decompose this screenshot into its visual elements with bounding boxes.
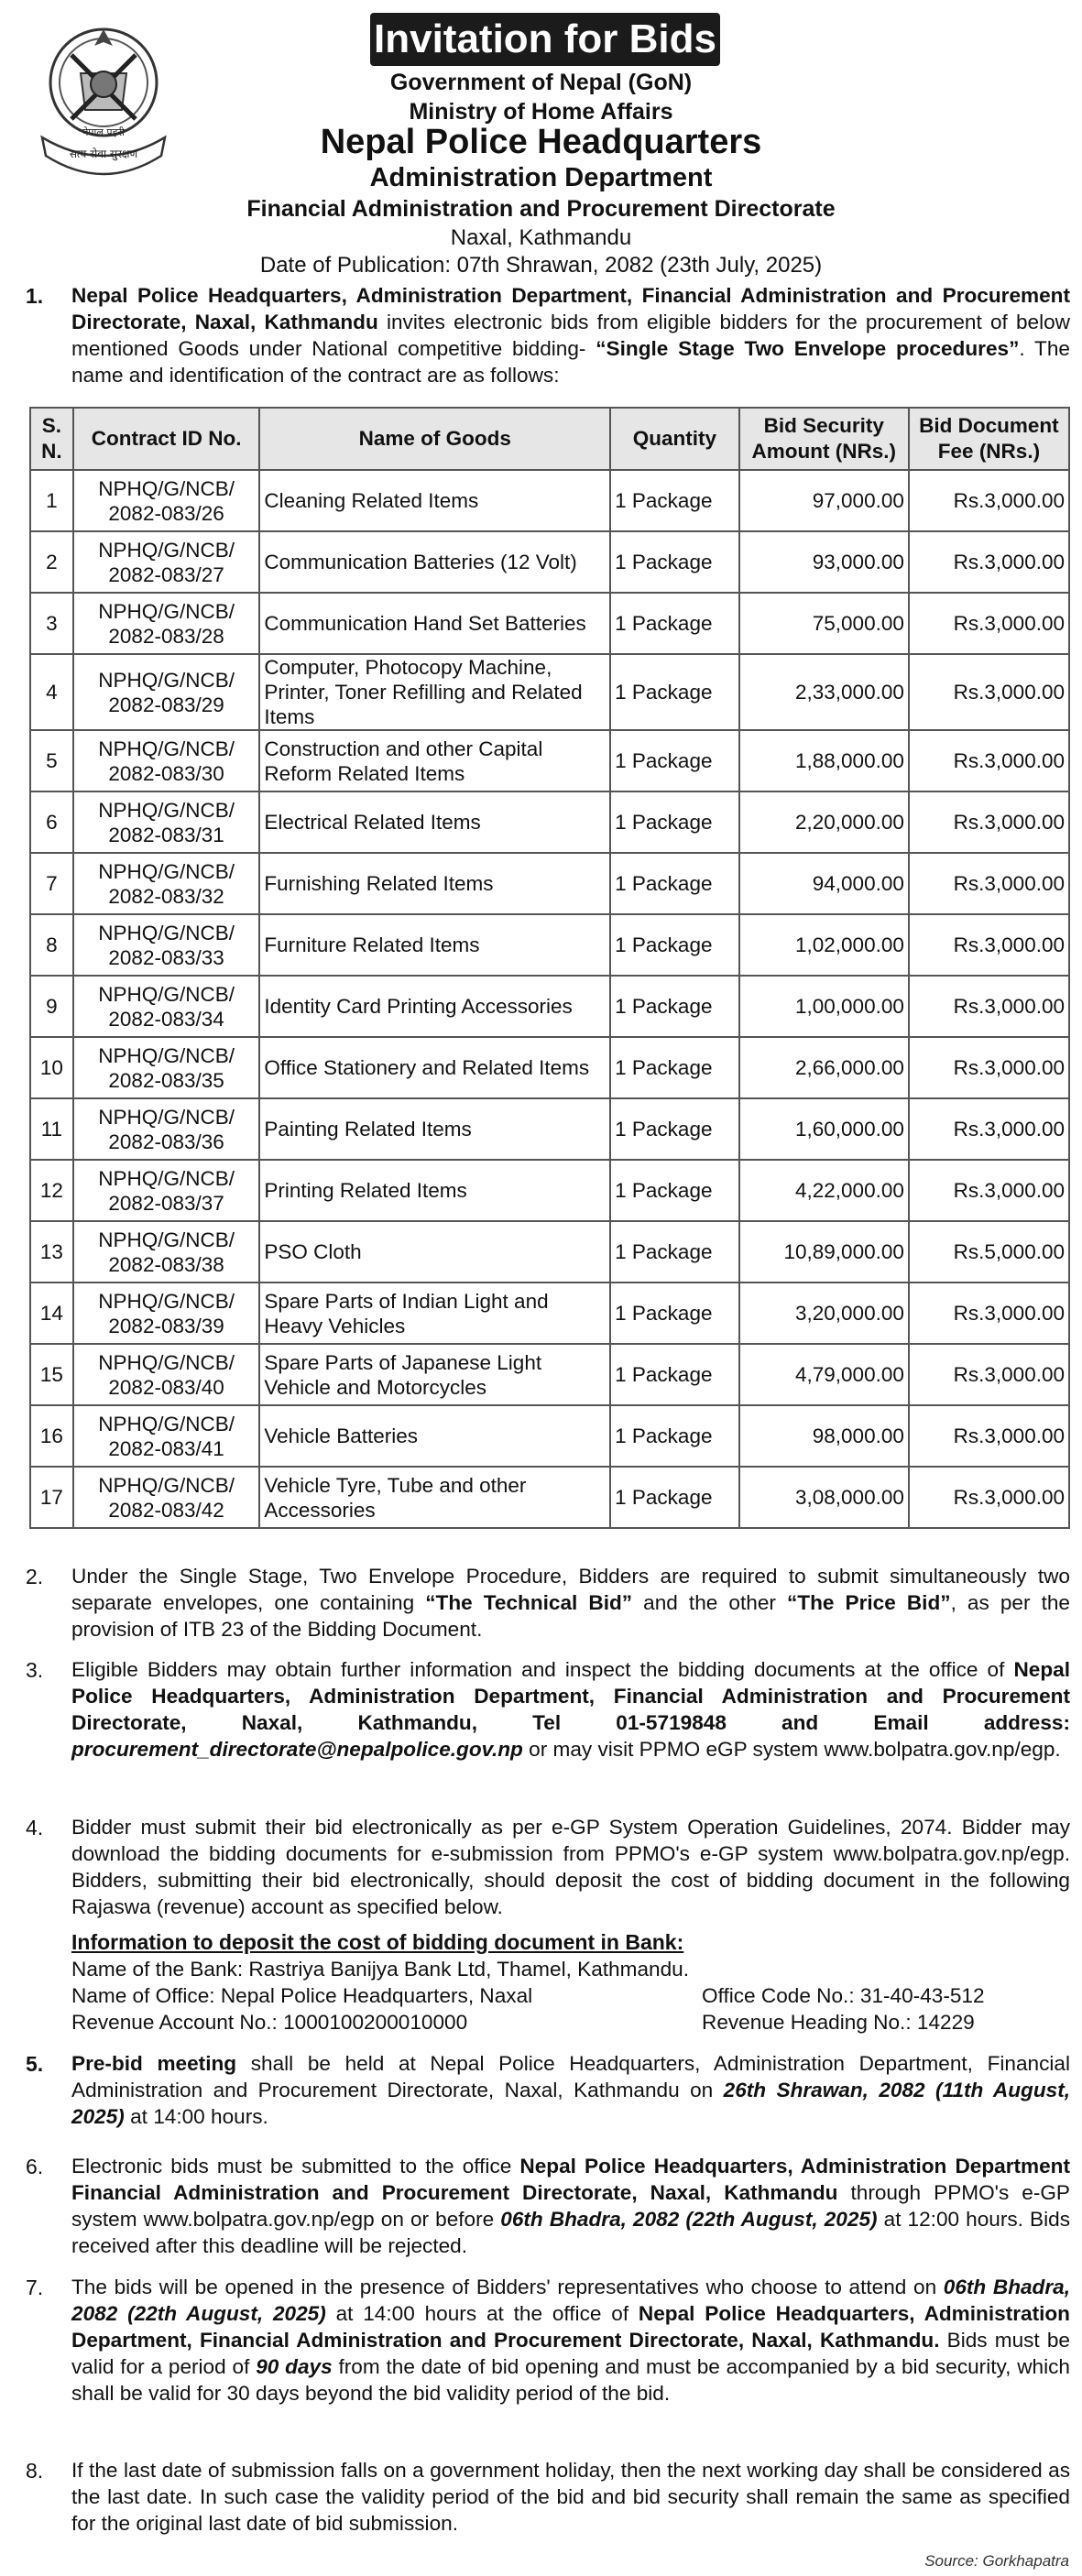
cell-quantity: 1 Package — [610, 654, 738, 730]
para7-text-d: from the date of bid opening and must be accompanied by a bid security, which shall be valid for 30 days beyond the bid validity period of the bid. — [71, 2355, 1070, 2405]
cell-goods-name: Furnishing Related Items — [259, 853, 610, 914]
para3-number: 3. — [26, 1658, 44, 1682]
para7-number: 7. — [26, 2276, 44, 2299]
table-row — [30, 470, 1069, 531]
cell-doc-fee: Rs.3,000.00 — [909, 730, 1069, 791]
bank-office-code: Office Code No.: 31-40-43-512 — [702, 1984, 985, 2007]
cell-doc-fee: Rs.3,000.00 — [909, 1344, 1069, 1405]
cell-bid-security: 1,88,000.00 — [739, 730, 909, 791]
cell-contract-id: NPHQ/G/NCB/ 2082-083/28 — [73, 593, 260, 654]
cell-bid-security: 2,20,000.00 — [739, 791, 909, 853]
para2-technical-bid: “The Technical Bid” — [425, 1591, 633, 1614]
table-row — [30, 976, 1069, 1037]
cell-sn: 3 — [30, 593, 73, 654]
cell-quantity: 1 Package — [610, 470, 738, 531]
para3-text-a: Eligible Bidders may obtain further information and inspect the bidding documents at the office of — [71, 1658, 1014, 1681]
table-row — [30, 853, 1069, 914]
cell-bid-security: 4,79,000.00 — [739, 1344, 909, 1405]
cell-goods-name: Spare Parts of Indian Light and Heavy Vehicles — [259, 1283, 610, 1344]
col-bid-security: Bid Security Amount (NRs.) — [739, 408, 909, 470]
col-doc-fee: Bid Document Fee (NRs.) — [909, 408, 1069, 470]
para2-price-bid: “The Price Bid” — [786, 1591, 951, 1614]
cell-bid-security: 75,000.00 — [739, 593, 909, 654]
cell-bid-security: 98,000.00 — [739, 1405, 909, 1467]
cell-sn: 7 — [30, 853, 73, 914]
cell-doc-fee: Rs.3,000.00 — [909, 791, 1069, 853]
cell-quantity: 1 Package — [610, 593, 738, 654]
header-ministry: Ministry of Home Affairs — [409, 99, 673, 125]
para1-number: 1. — [26, 284, 44, 308]
table-row — [30, 791, 1069, 853]
para2-text-b: and the other — [632, 1591, 787, 1614]
cell-quantity: 1 Package — [610, 730, 738, 791]
cell-sn: 6 — [30, 791, 73, 853]
cell-goods-name: Furniture Related Items — [259, 914, 610, 976]
para7-text-b: at 14:00 hours at the office of — [325, 2302, 639, 2325]
table-header-row — [30, 408, 1069, 470]
table-row — [30, 1405, 1069, 1467]
cell-bid-security: 4,22,000.00 — [739, 1160, 909, 1221]
cell-doc-fee: Rs.3,000.00 — [909, 654, 1069, 730]
para1-text-a: invites electronic bids from eligible bidders for the procurement of below mentioned Goods under National competitive bidding- — [71, 311, 1070, 360]
cell-goods-name: Computer, Photocopy Machine, Printer, Toner Refilling and Related Items — [259, 654, 610, 730]
table-row — [30, 730, 1069, 791]
table-row — [30, 1221, 1069, 1283]
bank-account-no: Revenue Account No.: 1000100200010000 — [71, 2011, 468, 2034]
cell-sn: 14 — [30, 1283, 73, 1344]
cell-quantity: 1 Package — [610, 1283, 738, 1344]
cell-quantity: 1 Package — [610, 976, 738, 1037]
cell-quantity: 1 Package — [610, 1344, 738, 1405]
cell-contract-id: NPHQ/G/NCB/ 2082-083/41 — [73, 1405, 260, 1467]
table-row — [30, 1037, 1069, 1098]
cell-bid-security: 3,20,000.00 — [739, 1283, 909, 1344]
cell-contract-id: NPHQ/G/NCB/ 2082-083/34 — [73, 976, 260, 1037]
cell-contract-id: NPHQ/G/NCB/ 2082-083/35 — [73, 1037, 260, 1098]
cell-doc-fee: Rs.3,000.00 — [909, 531, 1069, 593]
cell-contract-id: NPHQ/G/NCB/ 2082-083/30 — [73, 730, 260, 791]
cell-bid-security: 3,08,000.00 — [739, 1467, 909, 1528]
cell-doc-fee: Rs.3,000.00 — [909, 976, 1069, 1037]
bank-heading-no: Revenue Heading No.: 14229 — [702, 2011, 975, 2034]
cell-goods-name: Printing Related Items — [259, 1160, 610, 1221]
cell-doc-fee: Rs.3,000.00 — [909, 1283, 1069, 1344]
para6-text-c: at 12:00 hours. Bids received after this deadline will be rejected. — [71, 2208, 1070, 2257]
table-row — [30, 1098, 1069, 1160]
cell-bid-security: 97,000.00 — [739, 470, 909, 531]
cell-bid-security: 1,60,000.00 — [739, 1098, 909, 1160]
cell-quantity: 1 Package — [610, 1467, 738, 1528]
cell-contract-id: NPHQ/G/NCB/ 2082-083/36 — [73, 1098, 260, 1160]
cell-sn: 11 — [30, 1098, 73, 1160]
cell-quantity: 1 Package — [610, 1098, 738, 1160]
header-address: Naxal, Kathmandu — [450, 225, 632, 250]
para5-number: 5. — [26, 2052, 44, 2076]
cell-sn: 17 — [30, 1467, 73, 1528]
para5 — [71, 2050, 1070, 2130]
table-row — [30, 1160, 1069, 1221]
cell-quantity: 1 Package — [610, 1160, 738, 1221]
cell-goods-name: Vehicle Batteries — [259, 1405, 610, 1467]
cell-sn: 4 — [30, 654, 73, 730]
cell-doc-fee: Rs.5,000.00 — [909, 1221, 1069, 1283]
table-row — [30, 1467, 1069, 1528]
cell-sn: 5 — [30, 730, 73, 791]
cell-goods-name: Identity Card Printing Accessories — [259, 976, 610, 1037]
cell-goods-name: Vehicle Tyre, Tube and other Accessories — [259, 1467, 610, 1528]
cell-bid-security: 1,02,000.00 — [739, 914, 909, 976]
para4-number: 4. — [26, 1816, 44, 1839]
cell-contract-id: NPHQ/G/NCB/ 2082-083/42 — [73, 1467, 260, 1528]
para6 — [71, 2153, 1070, 2259]
cell-contract-id: NPHQ/G/NCB/ 2082-083/40 — [73, 1344, 260, 1405]
cell-sn: 12 — [30, 1160, 73, 1221]
cell-goods-name: Painting Related Items — [259, 1098, 610, 1160]
para5-date: 26th Shrawan, 2082 (11th August, 2025) — [71, 2079, 1071, 2128]
cell-goods-name: PSO Cloth — [259, 1221, 610, 1283]
para5-text-b: at 14:00 hours. — [124, 2105, 268, 2128]
col-goods: Name of Goods — [259, 408, 610, 470]
cell-goods-name: Electrical Related Items — [259, 791, 610, 853]
col-sn: S. N. — [30, 408, 73, 470]
bank-info-title: Information to deposit the cost of bidding document in Bank: — [71, 1930, 684, 1954]
para7-text-c: Bids must be valid for a period of — [71, 2329, 1070, 2378]
cell-quantity: 1 Package — [610, 1405, 738, 1467]
table-row — [30, 531, 1069, 593]
para1-procedure: “Single Stage Two Envelope procedures” — [596, 337, 1020, 360]
para4: Bidder must submit their bid electronically as per e-GP System Operation Guidelines, 2074. Bidder may download the bidding documents for e-submission from PPMO's e-GP system www.bolpatra.gov.np/egp. Bidders, submitting their bid electronically, should deposit the cost of bidding document in the following Rajaswa (revenue) account as specified below. — [71, 1816, 1070, 1918]
cell-sn: 2 — [30, 531, 73, 593]
para2-text-a: Under the Single Stage, Two Envelope Procedure, Bidders are required to submit simultaneously two separate envelopes, one containing — [71, 1565, 1070, 1614]
para7-validity: 90 days — [256, 2355, 333, 2378]
para2-text-c: , as per the provision of ITB 23 of the Bidding Document. — [71, 1591, 1070, 1641]
cell-quantity: 1 Package — [610, 1037, 738, 1098]
bank-name: Name of the Bank: Rastriya Banijya Bank Ltd, Thamel, Kathmandu. — [71, 1958, 689, 1981]
cell-contract-id: NPHQ/G/NCB/ 2082-083/37 — [73, 1160, 260, 1221]
cell-doc-fee: Rs.3,000.00 — [909, 1037, 1069, 1098]
cell-contract-id: NPHQ/G/NCB/ 2082-083/27 — [73, 531, 260, 593]
para7 — [71, 2274, 1070, 2407]
table-row — [30, 1283, 1069, 1344]
table-row — [30, 654, 1069, 730]
cell-bid-security: 94,000.00 — [739, 853, 909, 914]
header-organization: Nepal Police Headquarters — [320, 123, 762, 161]
para2-number: 2. — [26, 1565, 44, 1588]
para5-text-a: shall be held at Nepal Police Headquarters, Administration Department, Financial Administration and Procurement Directorate, Naxal, Kathmandu on — [71, 2052, 1070, 2101]
cell-bid-security: 93,000.00 — [739, 531, 909, 593]
col-quantity: Quantity — [610, 408, 738, 470]
cell-sn: 1 — [30, 470, 73, 531]
table-row — [30, 914, 1069, 976]
header-department: Administration Department — [369, 163, 713, 192]
cell-contract-id: NPHQ/G/NCB/ 2082-083/39 — [73, 1283, 260, 1344]
para1-lead: Nepal Police Headquarters, Administration Department, Financial Administration and Procurement Directorate, Naxal, Kathmandu — [71, 284, 1070, 333]
para3-office: Nepal Police Headquarters, Administration Department, Financial Administration and Procurement Directorate, Naxal, Kathmandu, Tel 01-5719848 and Email address: — [71, 1658, 1070, 1734]
cell-doc-fee: Rs.3,000.00 — [909, 1405, 1069, 1467]
para6-text-a: Electronic bids must be submitted to the office — [71, 2155, 520, 2178]
source-credit: Source: Gorkhapatra — [924, 2552, 1069, 2570]
cell-sn: 10 — [30, 1037, 73, 1098]
cell-doc-fee: Rs.3,000.00 — [909, 1098, 1069, 1160]
para6-office: Nepal Police Headquarters, Administration Department Financial Administration and Procurement Directorate, Naxal, Kathmandu — [71, 2155, 1070, 2204]
cell-sn: 16 — [30, 1405, 73, 1467]
cell-contract-id: NPHQ/G/NCB/ 2082-083/26 — [73, 470, 260, 531]
para3 — [71, 1656, 1070, 1763]
bank-office-name: Name of Office: Nepal Police Headquarters, Naxal — [71, 1984, 533, 2007]
col-contract-id: Contract ID No. — [73, 408, 260, 470]
para6-number: 6. — [26, 2155, 44, 2178]
cell-goods-name: Office Stationery and Related Items — [259, 1037, 610, 1098]
cell-quantity: 1 Package — [610, 914, 738, 976]
para5-prebid: Pre-bid meeting — [71, 2052, 237, 2075]
cell-contract-id: NPHQ/G/NCB/ 2082-083/32 — [73, 853, 260, 914]
cell-sn: 9 — [30, 976, 73, 1037]
cell-doc-fee: Rs.3,000.00 — [909, 470, 1069, 531]
cell-goods-name: Construction and other Capital Reform Related Items — [259, 730, 610, 791]
header-directorate: Financial Administration and Procurement Directorate — [246, 196, 836, 222]
para6-deadline: 06th Bhadra, 2082 (22th August, 2025) — [500, 2208, 878, 2231]
cell-goods-name: Communication Batteries (12 Volt) — [259, 531, 610, 593]
para6-text-b: through PPMO's e-GP system www.bolpatra.gov.np/egp on or before — [71, 2181, 1071, 2231]
cell-quantity: 1 Package — [610, 791, 738, 853]
table-row — [30, 1344, 1069, 1405]
cell-quantity: 1 Package — [610, 853, 738, 914]
notice-title: Invitation for Bids — [370, 13, 720, 66]
cell-bid-security: 2,33,000.00 — [739, 654, 909, 730]
cell-sn: 8 — [30, 914, 73, 976]
cell-goods-name: Cleaning Related Items — [259, 470, 610, 531]
header-government: Government of Nepal (GoN) — [389, 70, 693, 95]
para7-text-a: The bids will be opened in the presence of Bidders' representatives who choose to attend on — [71, 2276, 944, 2298]
para3-email[interactable]: procurement_directorate@nepalpolice.gov.np — [71, 1738, 523, 1761]
cell-contract-id: NPHQ/G/NCB/ 2082-083/33 — [73, 914, 260, 976]
header-publication-date: Date of Publication: 07th Shrawan, 2082 (23th July, 2025) — [259, 253, 823, 278]
cell-sn: 13 — [30, 1221, 73, 1283]
cell-contract-id: NPHQ/G/NCB/ 2082-083/29 — [73, 654, 260, 730]
para8: If the last date of submission falls on a government holiday, then the next working day shall be considered as the last date. In such case the validity period of the bid and bid security shall remain the same as specified for the original last date of bid submission. — [71, 2459, 1070, 2535]
cell-quantity: 1 Package — [610, 531, 738, 593]
para7-office: Nepal Police Headquarters, Administration Department, Financial Administration and Procurement Directorate, Naxal, Kathmandu. — [71, 2302, 1070, 2352]
cell-doc-fee: Rs.3,000.00 — [909, 593, 1069, 654]
para3-text-b: or may visit PPMO eGP system www.bolpatra.gov.np/egp. — [522, 1738, 1061, 1761]
emblem-text: सत्य सेवा सुरक्षण — [69, 147, 138, 160]
cell-quantity: 1 Package — [610, 1221, 738, 1283]
table-body — [30, 470, 1069, 1528]
para2 — [71, 1563, 1070, 1643]
para1-text-b: . The name and identification of the contract are as follows: — [71, 337, 1070, 387]
cell-goods-name: Communication Hand Set Batteries — [259, 593, 610, 654]
emblem-top-text: नेपाल प्रहरी — [82, 126, 125, 138]
cell-bid-security: 1,00,000.00 — [739, 976, 909, 1037]
cell-bid-security: 2,66,000.00 — [739, 1037, 909, 1098]
cell-contract-id: NPHQ/G/NCB/ 2082-083/31 — [73, 791, 260, 853]
table-row — [30, 593, 1069, 654]
cell-contract-id: NPHQ/G/NCB/ 2082-083/38 — [73, 1221, 260, 1283]
bids-table — [29, 407, 1070, 1529]
para7-opening-date: 06th Bhadra, 2082 (22th August, 2025) — [71, 2276, 1070, 2325]
cell-bid-security: 10,89,000.00 — [739, 1221, 909, 1283]
cell-doc-fee: Rs.3,000.00 — [909, 1160, 1069, 1221]
para1 — [71, 282, 1070, 388]
para8-number: 8. — [26, 2459, 44, 2483]
cell-doc-fee: Rs.3,000.00 — [909, 853, 1069, 914]
cell-goods-name: Spare Parts of Japanese Light Vehicle and Motorcycles — [259, 1344, 610, 1405]
cell-doc-fee: Rs.3,000.00 — [909, 914, 1069, 976]
cell-sn: 15 — [30, 1344, 73, 1405]
cell-doc-fee: Rs.3,000.00 — [909, 1467, 1069, 1528]
